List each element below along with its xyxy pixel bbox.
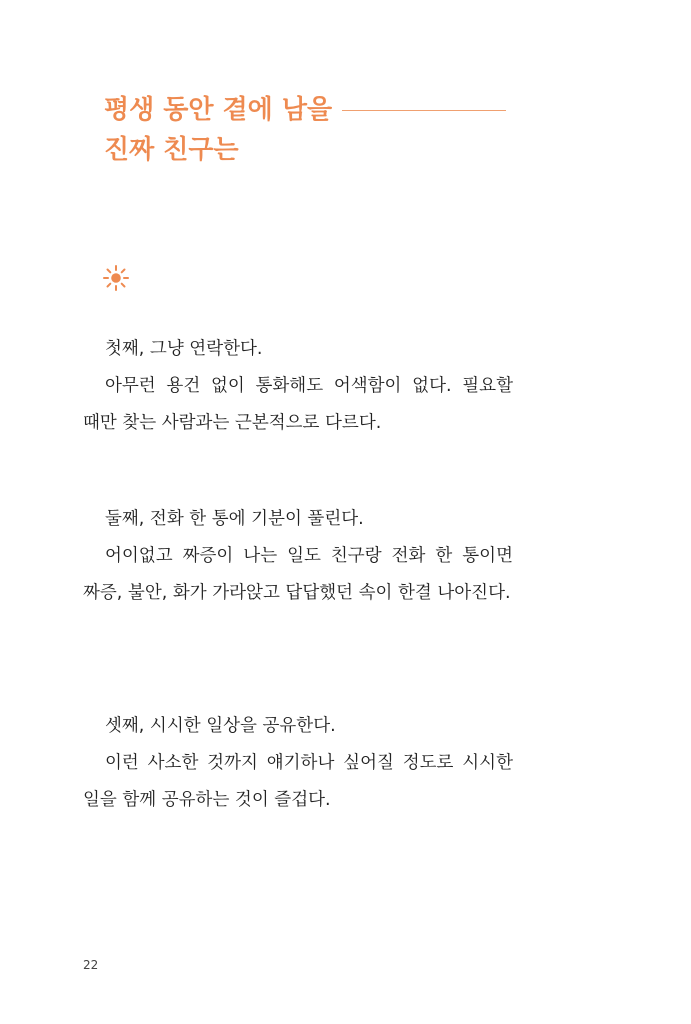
section-heading: 둘째, 전화 한 통에 기분이 풀린다. [105,509,364,529]
section-heading: 첫째, 그냥 연락한다. [105,339,263,359]
section-body: 이런 사소한 것까지 얘기하나 싶어질 정도로 시시한 일을 함께 공유하는 것이 즐겁다. [83,753,513,810]
section-2 [83,501,513,612]
section-1 [83,331,513,442]
section-heading: 셋째, 시시한 일상을 공유한다. [105,716,336,736]
chapter-title [104,90,524,170]
section-body: 아무런 용건 없이 통화해도 어색함이 없다. 필요할 때만 찾는 사람과는 근본적으로 다르다. [83,376,513,433]
section-3 [83,708,513,819]
title-divider [342,110,506,111]
page-number: 22 [83,958,99,972]
section-body: 어이없고 짜증이 나는 일도 친구랑 전화 한 통이면 짜증, 불안, 화가 가라앉고 답답했던 속이 한결 나아진다. [83,546,513,603]
title-line-2: 진짜 친구는 [104,135,239,165]
sun-icon [102,264,130,292]
title-line-1: 평생 동안 곁에 남을 [104,95,333,125]
